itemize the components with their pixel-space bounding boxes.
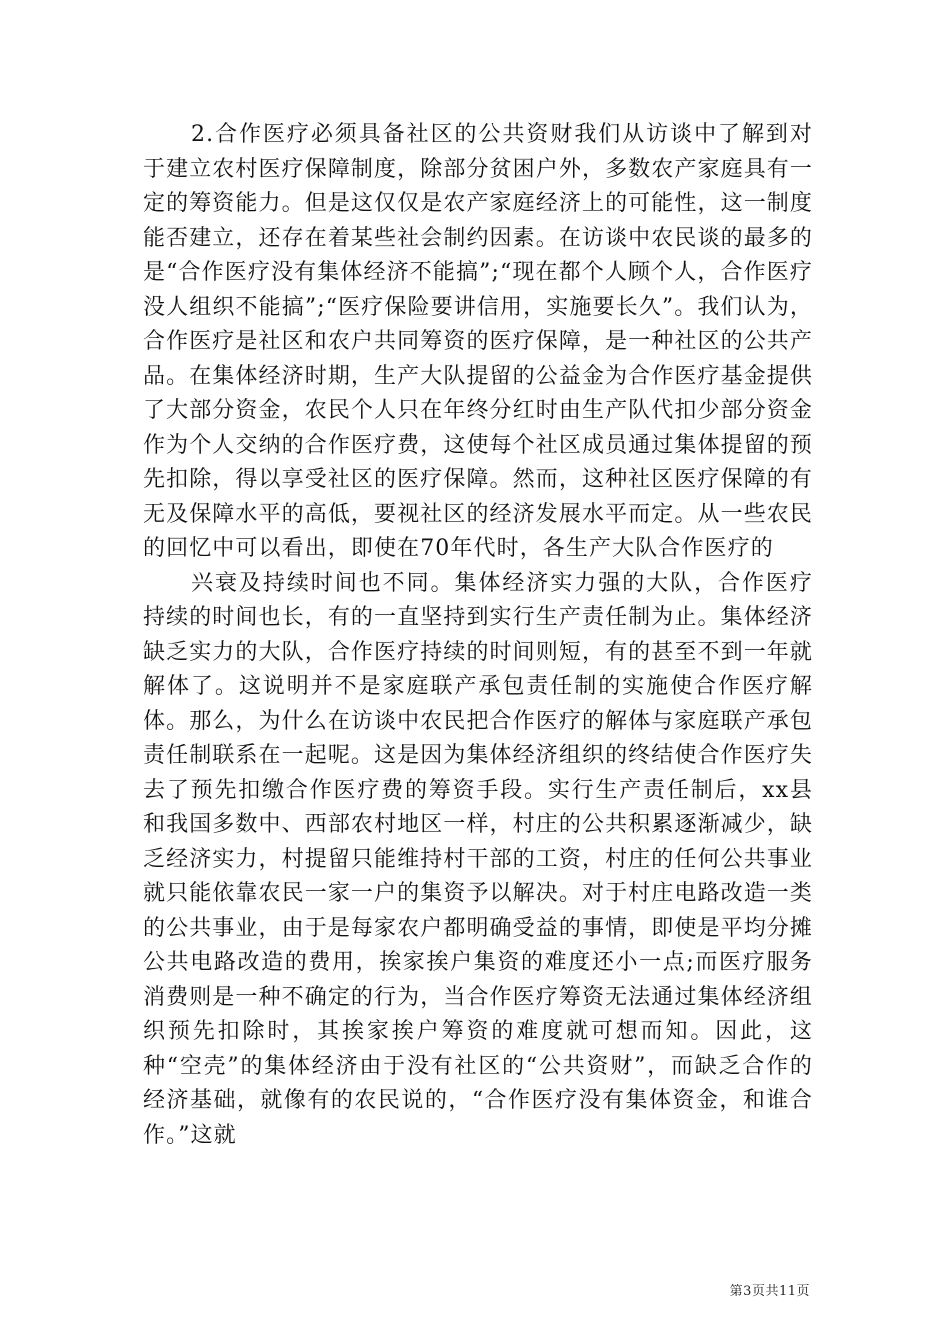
paragraph-2: 兴衰及持续时间也不同。集体经济实力强的大队，合作医疗持续的时间也长，有的一直坚持到实行生产责任制为止。集体经济缺乏实力的大队，合作医疗持续的时间则短，有的甚至不到一年就解体了。这说明并不是家庭联产承包责任制的实施使合作医疗解体。那么，为什么在访谈中农民把合作医疗的解体与家庭联产承包责任制联系在一起呢。这是因为集体经济组织的终结使合作医疗失去了预先扣缴合作医疗费的筹资手段。实行生产责任制后，xx县和我国多数中、西部农村地区一样，村庄的公共积累逐渐减少，缺乏经济实力，村提留只能维持村干部的工资，村庄的任何公共事业就只能依靠农民一家一户的集资予以解决。对于村庄电路改造一类的公共事业，由于是每家农户都明确受益的事情，即使是平均分摊公共电路改造的费用，挨家挨户集资的难度还小一点;而医疗服务消费则是一种不确定的行为，当合作医疗筹资无法通过集体经济组织预先扣除时，其挨家挨户筹资的难度就可想而知。因此，这种“空壳”的集体经济由于没有社区的“公共资财”，而缺乏合作的经济基础，就像有的农民说的，“合作医疗没有集体资金，和谁合作。”这就 xyxy=(143,570,813,1148)
document-body xyxy=(143,118,813,1153)
page-number-footer: 第3页共11页 xyxy=(729,1284,810,1299)
paragraph-1: 2.合作医疗必须具备社区的公共资财我们从访谈中了解到对于建立农村医疗保障制度，除部分贫困户外，多数农产家庭具有一定的筹资能力。但是这仅仅是农产家庭经济上的可能性，这一制度能否建立，还存在着某些社会制约因素。在访谈中农民谈的最多的是“合作医疗没有集体经济不能搞”;“现在都个人顾个人，合作医疗没人组织不能搞”;“医疗保险要讲信用，实施要长久”。我们认为，合作医疗是社区和农户共同筹资的医疗保障，是一种社区的公共产品。在集体经济时期，生产大队提留的公益金为合作医疗基金提供了大部分资金，农民个人只在年终分红时由生产队代扣少部分资金作为个人交纳的合作医疗费，这使每个社区成员通过集体提留的预先扣除，得以享受社区的医疗保障。然而，这种社区医疗保障的有无及保障水平的高低，要视社区的经济发展水平而定。从一些农民的回忆中可以看出，即使在70年代时，各生产大队合作医疗的 xyxy=(143,122,813,561)
